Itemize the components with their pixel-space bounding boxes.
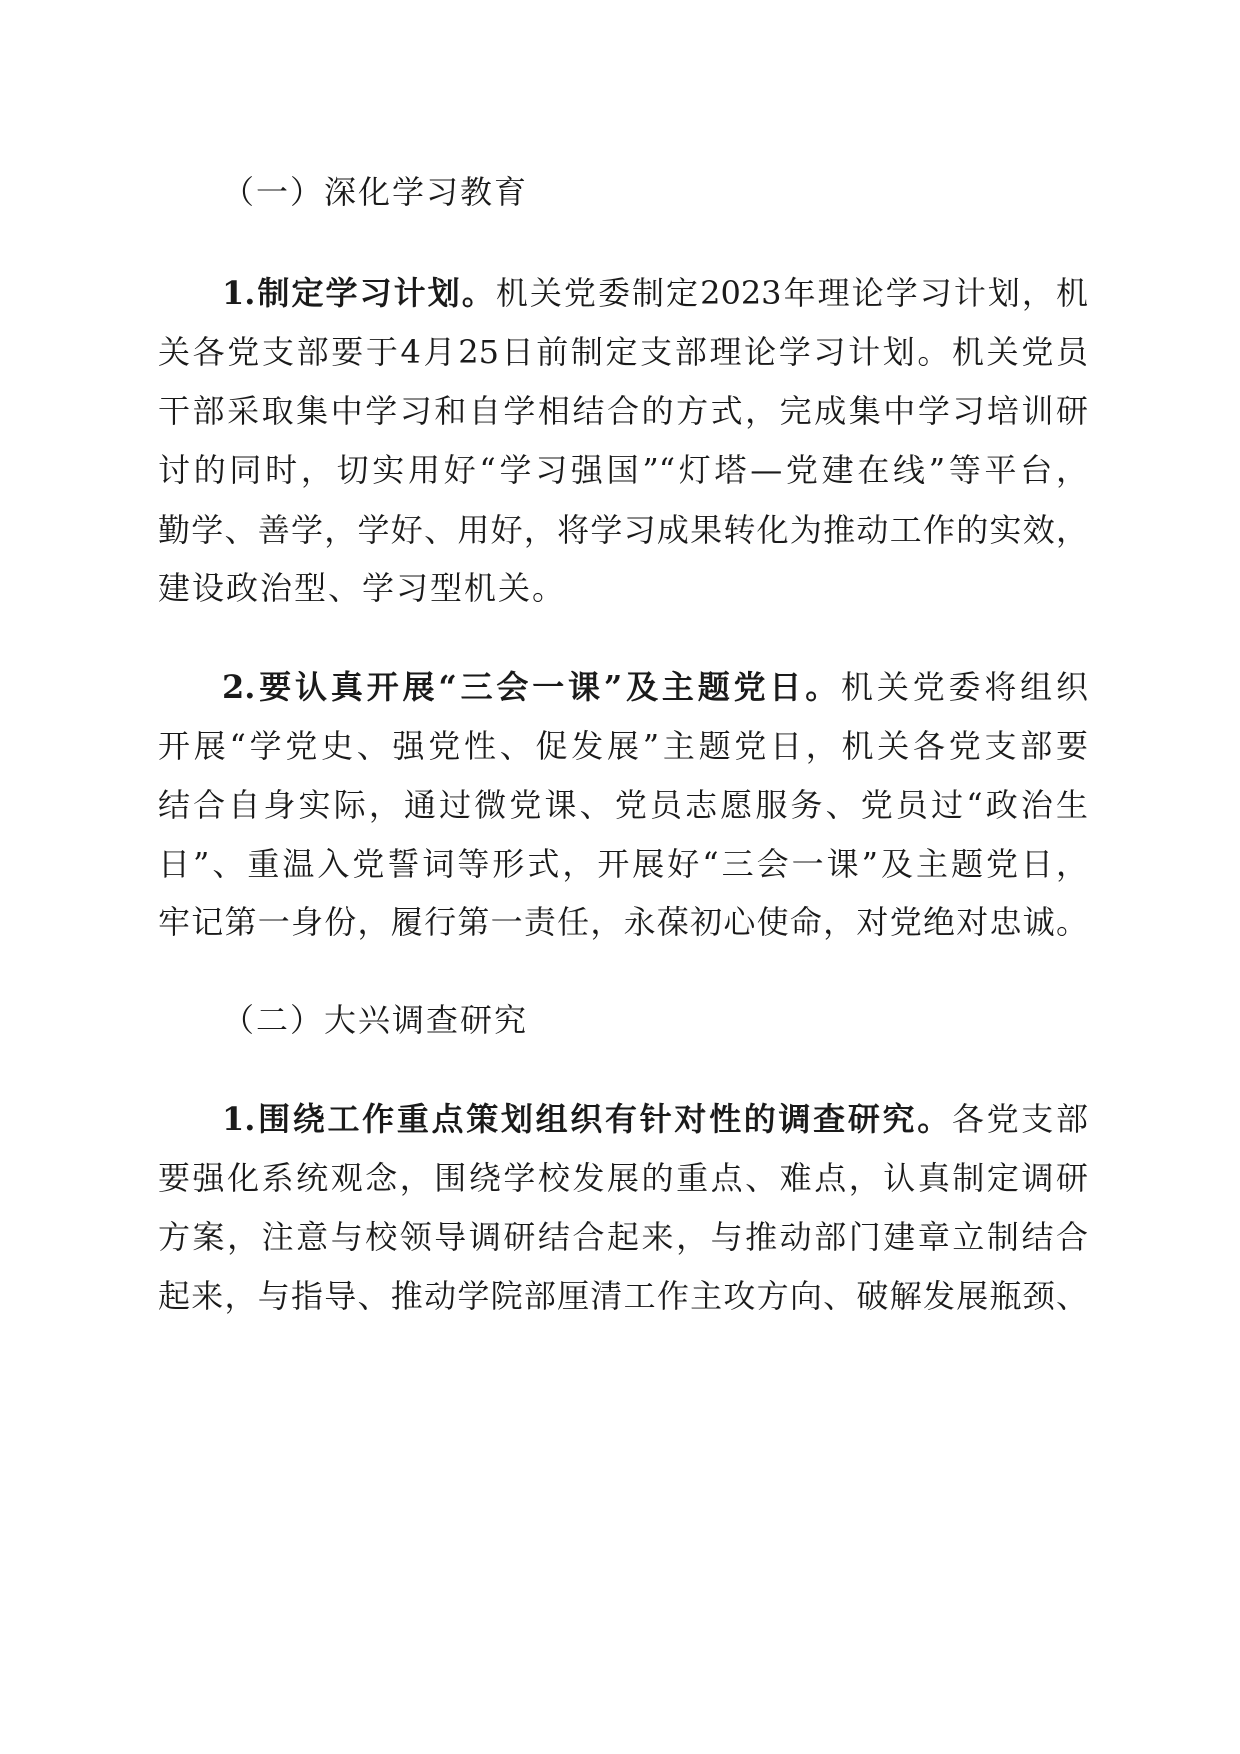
paragraph-line: 开展“学党史、强党性、促发展”主题党日，机关各党支部要 <box>158 727 1088 765</box>
paragraph-line: 牢记第一身份，履行第一责任，永葆初心使命，对党绝对忠诚。 <box>158 903 1088 941</box>
paragraph-line: 勤学、善学，学好、用好，将学习成果转化为推动工作的实效， <box>158 511 1088 549</box>
paragraph-line: 日”、重温入党誓词等形式，开展好“三会一课”及主题党日， <box>158 845 1088 883</box>
item-title: 1.制定学习计划。 <box>222 274 496 312</box>
paragraph-line: 要强化系统观念，围绕学校发展的重点、难点，认真制定调研 <box>158 1159 1088 1197</box>
paragraph-line: 关各党支部要于4月25日前制定支部理论学习计划。机关党员 <box>158 333 1088 371</box>
section-heading-2: （二）大兴调查研究 <box>222 1001 529 1039</box>
paragraph-line: 讨的同时，切实用好“学习强国”“灯塔—党建在线”等平台， <box>158 451 1088 489</box>
item-title: 1.围绕工作重点策划组织有针对性的调查研究。 <box>222 1100 952 1138</box>
paragraph-line: 起来，与指导、推动学院部厘清工作主攻方向、破解发展瓶颈、 <box>158 1277 1088 1315</box>
paragraph-line: 方案，注意与校领导调研结合起来，与推动部门建章立制结合 <box>158 1218 1088 1256</box>
item-title: 2.要认真开展“三会一课”及主题党日。 <box>222 668 842 706</box>
paragraph-line: 2.要认真开展“三会一课”及主题党日。机关党委将组织 <box>222 668 1088 706</box>
paragraph-line: 1.制定学习计划。机关党委制定2023年理论学习计划，机 <box>222 274 1088 312</box>
paragraph-line: 建设政治型、学习型机关。 <box>158 569 567 607</box>
paragraph-line: 结合自身实际，通过微党课、党员志愿服务、党员过“政治生 <box>158 786 1088 824</box>
section-heading-1: （一）深化学习教育 <box>222 173 529 211</box>
paragraph-line: 干部采取集中学习和自学相结合的方式，完成集中学习培训研 <box>158 392 1088 430</box>
paragraph-line: 1.围绕工作重点策划组织有针对性的调查研究。各党支部 <box>222 1100 1088 1138</box>
